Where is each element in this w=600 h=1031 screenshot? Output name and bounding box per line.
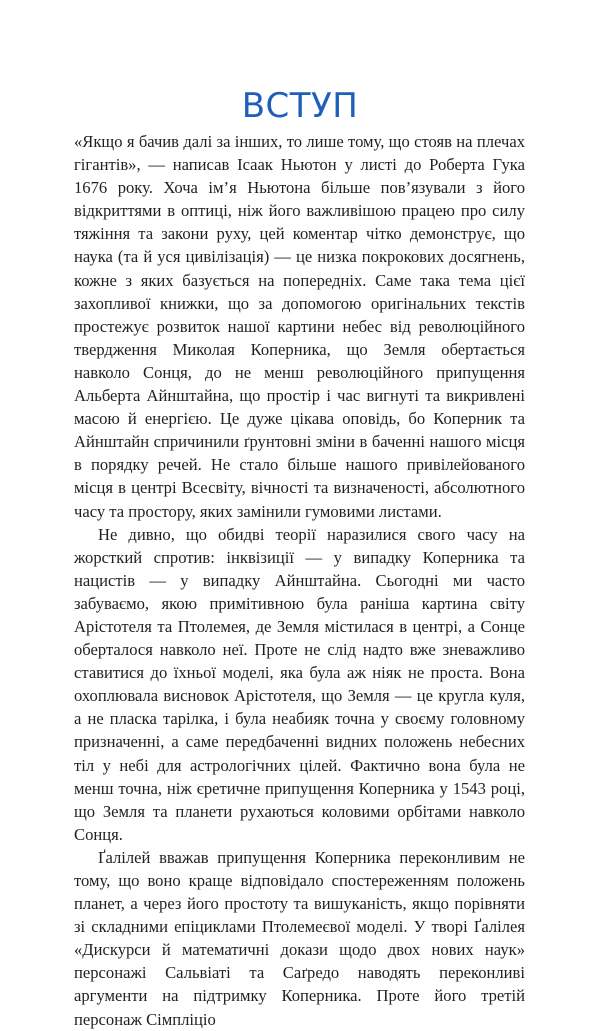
body-text	[74, 130, 525, 1031]
paragraph-1: «Якщо я бачив далі за інших, то лише тому, що стояв на плечах гігантів», — написав Ісаак Ньютон у листі до Роберта Гука 1676 року. Хоча ім’я Ньютона більше пов’язували з його відкриттями в оптиці, ніж його важливішою працею про силу тяжіння та закони руху, цей коментар чітко демонструє, що наука (та й уся цивілізація) — це низка покрокових досягнень, кожне з яких базується на попередніх. Саме така тема цієї захопливої книжки, що за допомогою оригінальних текстів простежує розвиток нашої картини небес від революційного твердження Миколая Коперника, що Земля обертається навколо Сонця, до не менш революційного припущення Альберта Айнштайна, що простір і час вигнуті та викривлені масою й енергією. Це дуже цікава оповідь, бо Коперник та Айнштайн спричинили ґрунтовні зміни в баченні нашого місця в порядку речей. Не стало більше нашого привілейованого місця в центрі Всесвіту, вічності та визначеності, абсолютного часу та простору, яких замінили гумовими листами.	[74, 132, 525, 521]
paragraph-2: Не дивно, що обидві теорії наразилися свого часу на жорсткий спротив: інквізиції — у випадку Коперника та нацистів — у випадку Айнштайна. Сьогодні ми часто забуваємо, якою примітивною була раніша картина світу Арістотеля та Птолемея, де Земля містилася в центрі, а Сонце оберталося навколо неї. Проте не слід надто вже зневажливо ставитися до їхньої моделі, яка була аж ніяк не проста. Вона охоплювала висновок Арістотеля, що Земля — це кругла куля, а не пласка тарілка, і була неабияк точна у своєму головному призначенні, а саме передбаченні видних положень небесних тіл у небі для астрологічних цілей. Фактично вона була не менш точна, ніж єретичне припущення Коперника у 1543 році, що Земля та планети рухаються коловими орбітами навколо Сонця.	[74, 524, 525, 844]
paragraph-3: Ґалілей вважав припущення Коперника переконливим не тому, що воно краще відповідало спостереженням положень планет, а через його простоту та вишуканість, якщо порівняти зі складними епіциклами Птолемеєвої моделі. У творі Ґалілея «Дискурси й математичні докази щодо двох нових наук» персонажі Сальвіаті та Саґредо наводять переконливі аргументи на підтримку Коперника. Проте його третій персонаж Сімпліціо	[74, 847, 525, 1029]
chapter-title: ВСТУП	[241, 86, 359, 126]
